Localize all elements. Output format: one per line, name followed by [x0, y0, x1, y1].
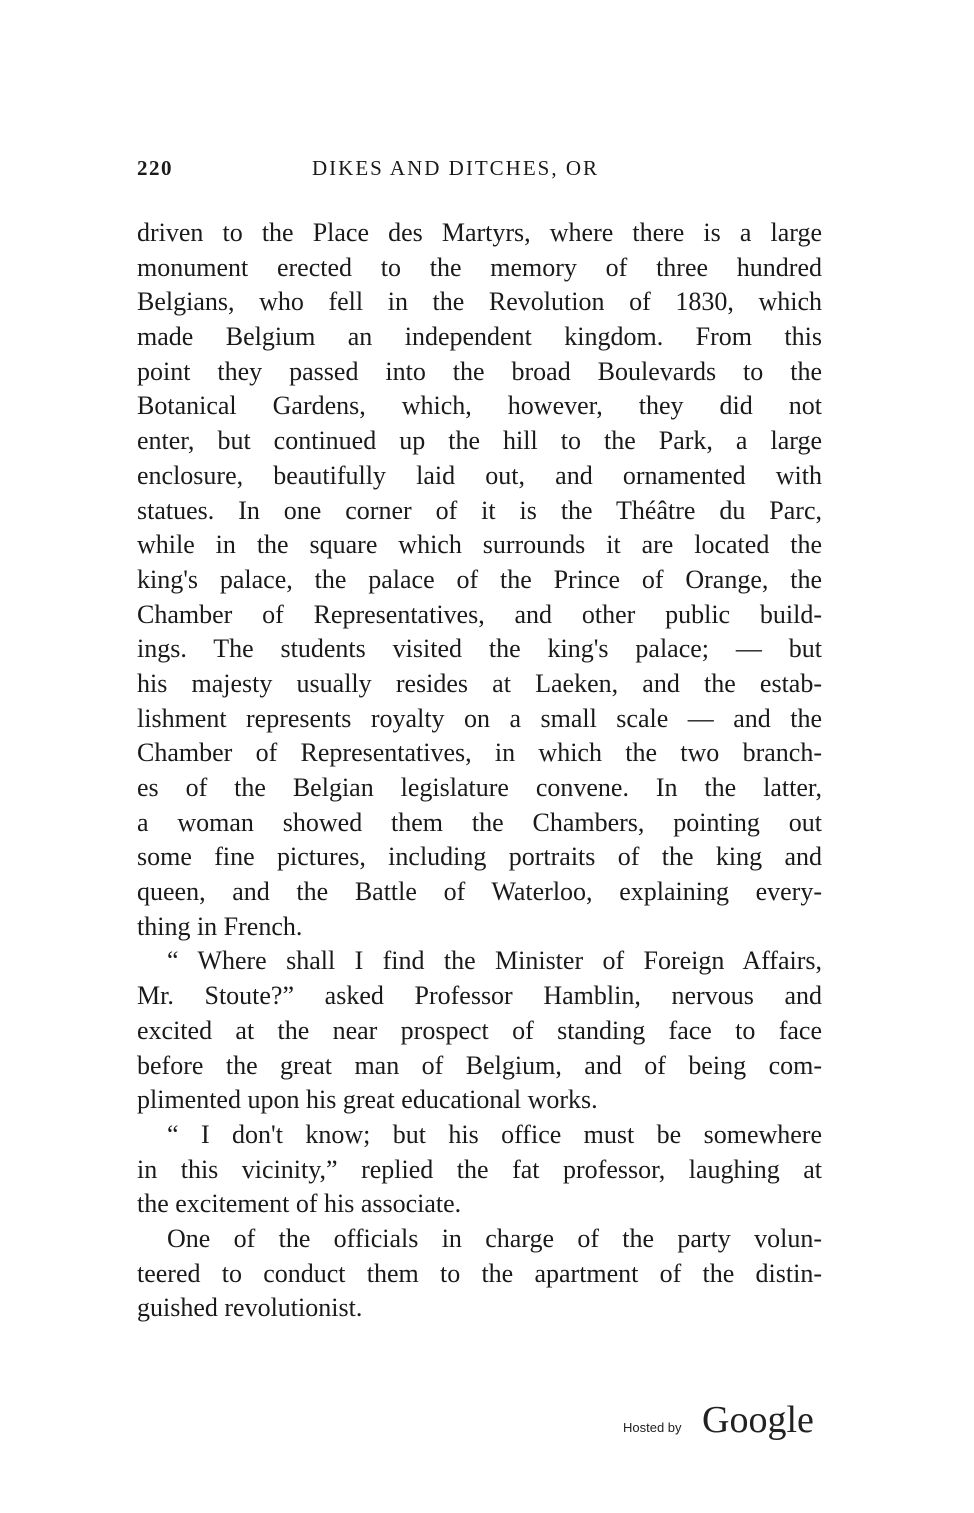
running-title: DIKES AND DITCHES, OR [312, 156, 600, 180]
text-line: Chamber of Representatives, and other public build- [137, 599, 822, 629]
text-line: point they passed into the broad Boulevards to the [137, 356, 822, 386]
text-line: driven to the Place des Martyrs, where there is a large [137, 218, 822, 247]
google-logo: Google [702, 1399, 814, 1441]
text-line: in this vicinity,” replied the fat professor, laughing at [137, 1154, 822, 1184]
text-line: a woman showed them the Chambers, pointing out [137, 807, 822, 837]
text-line: Botanical Gardens, which, however, they did not [137, 391, 822, 421]
text-line: plimented upon his great educational works. [137, 1085, 598, 1115]
text-line: lishment represents royalty on a small scale — and the [137, 703, 822, 733]
text-line: thing in French. [137, 911, 303, 941]
text-line: “ Where shall I find the Minister of Foreign Affairs, [167, 946, 822, 976]
text-line: Belgians, who fell in the Revolution of 1830, which [137, 287, 822, 317]
text-line: teered to conduct them to the apartment of the distin- [137, 1258, 822, 1288]
hosted-by-label: Hosted by [623, 1420, 682, 1435]
text-line: enclosure, beautifully laid out, and ornamented with [137, 460, 822, 490]
text-line: es of the Belgian legislature convene. In the latter, [137, 773, 822, 802]
text-line: made Belgium an independent kingdom. From this [137, 322, 822, 352]
text-line: monument erected to the memory of three hundred [137, 252, 822, 282]
text-line: king's palace, the palace of the Prince of Orange, the [137, 564, 822, 594]
page-number: 220 [137, 156, 173, 180]
text-line: statues. In one corner of it is the Théâtre du Parc, [137, 495, 822, 525]
text-line: some fine pictures, including portraits of the king and [137, 842, 822, 872]
hosted-by-google-watermark [620, 1398, 830, 1448]
text-line: queen, and the Battle of Waterloo, explaining every- [137, 877, 822, 907]
text-line: Chamber of Representatives, in which the two branch- [137, 738, 822, 768]
text-line: while in the square which surrounds it are located the [137, 530, 822, 560]
text-line: enter, but continued up the hill to the Park, a large [137, 426, 822, 456]
text-line: the excitement of his associate. [137, 1189, 462, 1219]
text-line: guished revolutionist. [137, 1293, 363, 1323]
text-line: ings. The students visited the king's palace; — but [137, 634, 822, 664]
body-text [137, 216, 822, 1326]
text-line: “ I don't know; but his office must be somewhere [167, 1119, 822, 1149]
page-header [137, 156, 827, 186]
text-line: One of the officials in charge of the party volun- [167, 1223, 822, 1253]
text-line: excited at the near prospect of standing face to face [137, 1015, 822, 1045]
text-line: before the great man of Belgium, and of being com- [137, 1050, 822, 1080]
text-line: Mr. Stoute?” asked Professor Hamblin, nervous and [137, 981, 822, 1011]
text-line: his majesty usually resides at Laeken, and the estab- [137, 668, 822, 698]
